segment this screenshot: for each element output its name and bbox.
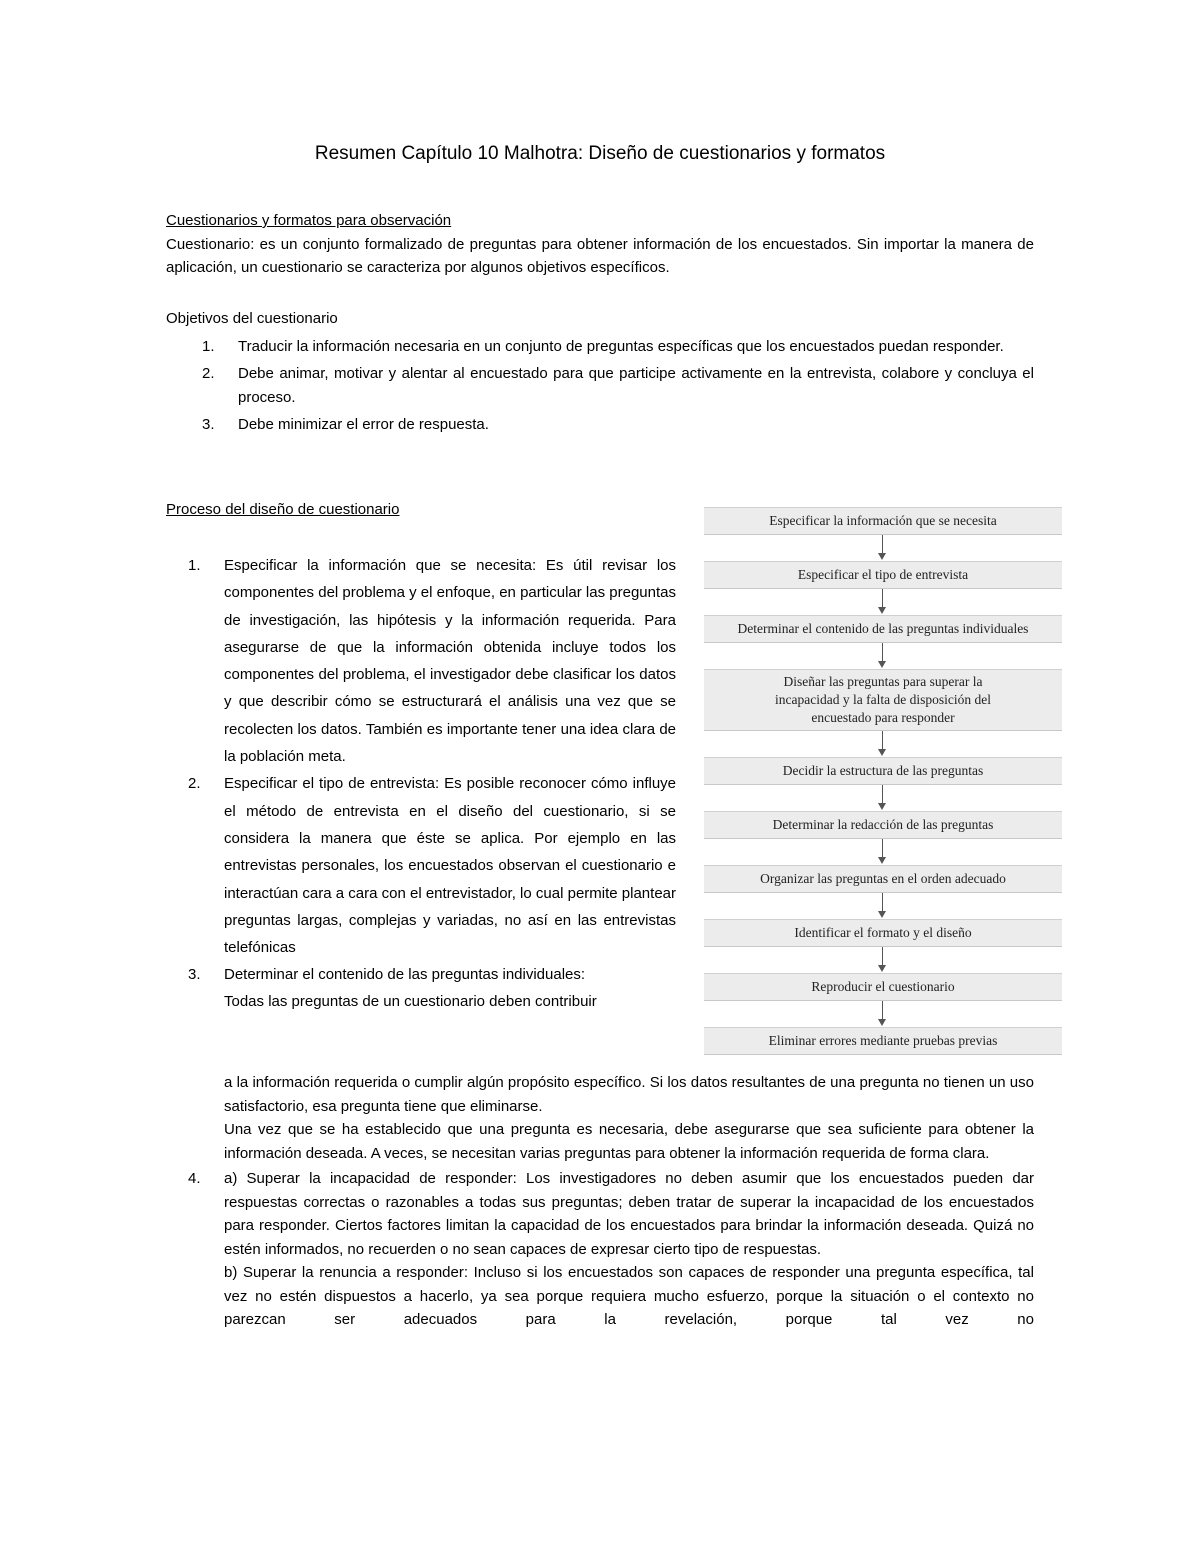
arrow-down-icon (704, 1001, 1062, 1027)
list-item: 3. Determinar el contenido de las preguntas individuales: (188, 966, 586, 984)
flow-step: Organizar las preguntas en el orden adecuado (704, 865, 1062, 893)
list-item: 2. Especificar el tipo de entrevista: Es posible reconocer cómo influye el método de entrevista en el diseño del cuestionario, si se considera la manera que éste se aplica. Por ejemplo en las entrevistas personales, los encuestados observan el cuestionario e interactúan cara a cara con el entrevistador, lo cual permite plantear preguntas largas, complejas y variadas, no así en las entrevistas telefónicas (188, 775, 676, 957)
arrow-down-icon (704, 893, 1062, 919)
flow-step: Reproducir el cuestionario (704, 973, 1062, 1001)
arrow-down-icon (704, 785, 1062, 811)
flow-step: Decidir la estructura de las preguntas (704, 757, 1062, 785)
section-process (166, 498, 666, 522)
arrow-down-icon (704, 839, 1062, 865)
flow-step: Especificar la información que se necesita (704, 507, 1062, 535)
arrow-down-icon (704, 589, 1062, 615)
flow-step: Determinar el contenido de las preguntas individuales (704, 615, 1062, 643)
flow-step: Identificar el formato y el diseño (704, 919, 1062, 947)
flow-step: Especificar el tipo de entrevista (704, 561, 1062, 589)
process-list-4 (188, 1167, 1034, 1332)
flow-step: Eliminar errores mediante pruebas previas (704, 1027, 1062, 1055)
item4-b: b) Superar la renuncia a responder: Incluso si los encuestados son capaces de responder una pregunta específica, tal vez no estén dispuestos a hacerlo, ya sea porque requiera mucho esfuerzo, porque la situación o el contexto no parezcan ser adecuados para la revelación, porque tal vez no (224, 1264, 1034, 1328)
flow-step: Determinar la redacción de las preguntas (704, 811, 1062, 839)
list-item: 1. Especificar la información que se necesita: Es útil revisar los componentes del problema y el enfoque, en particular las preguntas de investigación, las hipótesis y la información requerida. Para asegurarse de que la información obtenida incluye todos los componentes del problema, el investigador debe clasificar los datos y que describir cómo se estructurará el análisis una vez que se recolecten los datos. También es importante tener una idea clara de la población meta. (188, 557, 676, 766)
section-questionnaires (166, 209, 1034, 280)
list-item: 1. Traducir la información necesaria en un conjunto de preguntas específicas que los encuestados puedan responder. (202, 337, 1004, 355)
item3-continuation: a la información requerida o cumplir algún propósito específico. Si los datos resultantes de una pregunta no tienen un uso satisfactorio, esa pregunta tiene que eliminarse. (224, 1074, 1034, 1115)
process-heading: Proceso del diseño de cuestionario (166, 501, 400, 518)
process-flowchart (704, 507, 1062, 1055)
arrow-down-icon (704, 947, 1062, 973)
arrow-down-icon (704, 535, 1062, 561)
objectives-heading: Objetivos del cuestionario (166, 310, 338, 327)
item4-a: a) Superar la incapacidad de responder: Los investigadores no deben asumir que los encuestados pueden dar respuestas correctas o razonables a todas sus preguntas; deben tratar de superar la incapacidad de los encuestados para responder. Ciertos factores limitan la capacidad de los encuestados para brindar la información deseada. Quizá no estén informados, no recuerden o no sean capaces de expresar cierto tipo de respuestas. (224, 1170, 1034, 1258)
process-list-wide (188, 1071, 1034, 1332)
list-item: 4. a) Superar la incapacidad de responder: Los investigadores no deben asumir que los encuestados pueden dar respuestas correctas o razonables a todas sus preguntas; deben tratar de superar la incapacidad de los encuestados para responder. Ciertos factores limitan la capacidad de los encuestados para brindar la información deseada. Quizá no estén informados, no recuerden o no sean capaces de expresar cierto tipo de respuestas. b) Superar la renuncia a responder: Incluso si los encuestados son capaces de responder una pregunta específica, tal vez no estén dispuestos a hacerlo, ya sea porque requiera mucho esfuerzo, porque la situación o el contexto no parezcan ser adecuados para la revelación, porque tal vez no (224, 1167, 1034, 1332)
item3-paragraph2: Una vez que se ha establecido que una pregunta es necesaria, debe asegurarse que sea suficiente para obtener la información deseada. A veces, se necesitan varias preguntas para obtener la información requerida de forma clara. (224, 1121, 1034, 1162)
list-item: 2. Debe animar, motivar y alentar al encuestado para que participe activamente en la entrevista, colabore y concluya el proceso. (202, 365, 1034, 406)
arrow-down-icon (704, 731, 1062, 757)
definition-paragraph: Cuestionario: es un conjunto formalizado de preguntas para obtener información de los encuestados. Sin importar la manera de aplicación, un cuestionario se caracteriza por algunos objetivos específicos. (166, 235, 1034, 276)
arrow-down-icon (704, 643, 1062, 669)
list-item: 3. Debe minimizar el error de respuesta. (202, 416, 489, 433)
process-list-narrow (188, 552, 676, 1015)
process-list (188, 552, 676, 989)
section-objectives (166, 307, 1034, 437)
objectives-list (202, 335, 1034, 437)
item3-first-line: Todas las preguntas de un cuestionario deben contribuir (224, 992, 597, 1010)
flow-step: Diseñar las preguntas para superar la incapacidad y la falta de disposición del encuestado para responder (704, 669, 1062, 731)
section-heading: Cuestionarios y formatos para observación (166, 212, 452, 229)
page-title: Resumen Capítulo 10 Malhotra: Diseño de cuestionarios y formatos (314, 143, 886, 164)
